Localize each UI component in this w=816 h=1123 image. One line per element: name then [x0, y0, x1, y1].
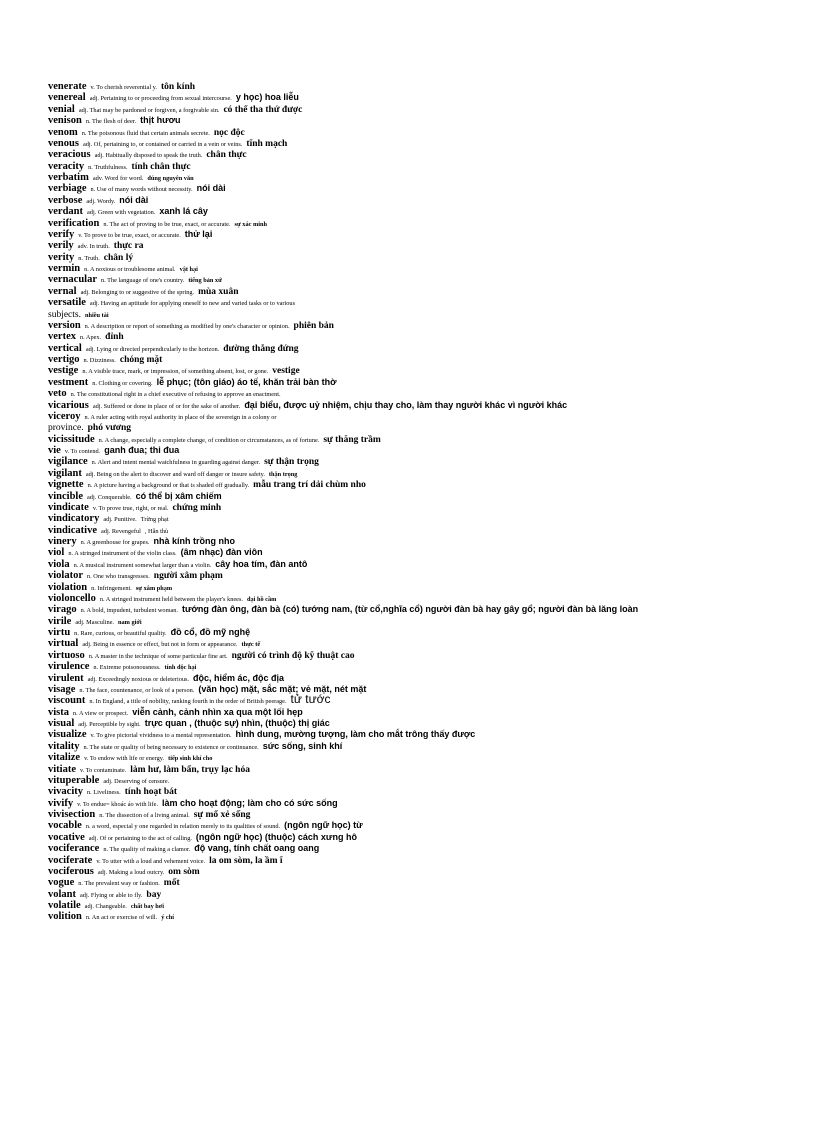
- vocab-entry: [48, 204, 768, 218]
- vocab-entry: [48, 318, 768, 329]
- entry-definition: adj. Conquerable.: [87, 493, 132, 501]
- vocab-entry: [48, 136, 768, 147]
- entry-translation: người có trình độ kỹ thuật cao: [231, 650, 355, 661]
- entry-word: vertigo: [48, 354, 80, 365]
- entry-word: veracity: [48, 160, 85, 172]
- vocab-entry: [48, 181, 768, 195]
- entry-translation: đại biểu, được uỷ nhiệm, chịu thay cho, làm thay người khác vì người khác: [244, 399, 568, 410]
- entry-definition: n. In England, a title of nobility, ranking fourth in the order of British peerage.: [89, 698, 287, 706]
- entry-definition: n. A description or report of something as modified by one's character or opinion.: [84, 322, 290, 330]
- entry-word: veracious: [48, 149, 91, 161]
- vocab-entry: [48, 500, 768, 511]
- entry-translation: có thể tha thứ được: [223, 104, 303, 115]
- entry-translation: người xâm phạm: [153, 571, 223, 582]
- vocab-entry: [48, 568, 768, 582]
- entry-translation: (âm nhạc) đàn viôn: [180, 547, 263, 558]
- entry-word: virtual: [48, 638, 79, 650]
- vocab-entry: [48, 648, 768, 659]
- entry-translation: vestige: [272, 366, 300, 377]
- entry-translation: mốt: [163, 878, 180, 889]
- entry-word: virtuoso: [48, 649, 85, 661]
- entry-translation: mùa xuân: [198, 286, 239, 297]
- vocab-entry: [48, 614, 768, 625]
- entry-translation: sự thăng trầm: [323, 434, 381, 445]
- vocab-entry: [48, 79, 768, 90]
- entry-definition: v. To prove true, right, or real.: [92, 504, 169, 512]
- entry-word: vignette: [48, 479, 84, 491]
- entry-word: vocative: [48, 831, 85, 843]
- entry-definition: n. The dissection of a living animal.: [99, 812, 190, 819]
- vocab-entry: [48, 739, 768, 750]
- vocab-entry: [48, 864, 768, 875]
- entry-definition: n. The face, countenance, or look of a person.: [79, 686, 195, 694]
- entry-translation: nhà kính trồng nho: [153, 536, 235, 546]
- vocab-entry: [48, 853, 768, 864]
- entry-definition: adj. Perceptible by sight.: [78, 721, 141, 728]
- entry-translation: chất bay hơi: [130, 903, 165, 910]
- vocab-entry: [48, 261, 768, 272]
- entry-definition: n. Clothing or covering.: [92, 379, 153, 387]
- entry-definition: n. Extreme poisonousness.: [93, 664, 161, 672]
- entry-definition: n. The language of one's country.: [101, 277, 185, 285]
- vocab-entry: [48, 489, 768, 500]
- entry-word: version: [48, 319, 81, 331]
- entry-word: venous: [48, 137, 79, 149]
- entry-translation: đường thẳng đứng: [223, 343, 299, 354]
- vocab-entry: [48, 898, 768, 909]
- entry-definition: n. Use of many words without necessity.: [90, 186, 193, 194]
- vocab-entry: [48, 523, 768, 534]
- vocab-entry: [48, 386, 768, 400]
- entry-translation: làm cho hoạt động; làm cho có sức sống: [162, 797, 338, 808]
- entry-definition: adj. Suffered or done in place of or for the sake of another.: [92, 402, 241, 410]
- entry-translation: đỉnh: [105, 332, 124, 343]
- entry-word: virtu: [48, 627, 71, 638]
- entry-translation: vật hại: [179, 266, 198, 273]
- entry-definition: n. A visible trace, mark, or impression, of something absent, lost, or gone.: [82, 368, 269, 376]
- entry-definition: adj. Habitually disposed to speak the truth.: [94, 152, 203, 160]
- entry-definition: v. To endue= khoác áo with life.: [77, 800, 159, 808]
- vocab-entry: [48, 454, 768, 468]
- vocab-entry: [48, 692, 768, 707]
- entry-translation: chân lý: [103, 252, 134, 263]
- vocab-entry: [48, 125, 768, 136]
- entry-definition: n. One who transgresses.: [87, 573, 150, 581]
- vocab-entry: [48, 887, 768, 898]
- entry-definition: adj. Wordy.: [86, 197, 116, 205]
- vocab-entry: [48, 102, 768, 113]
- entry-translation: thực tế: [241, 641, 261, 649]
- entry-translation: tiếng bản xứ: [188, 277, 222, 285]
- entry-definition: n. A master in the technique of some particular fine art.: [88, 652, 228, 660]
- vocab-entry: [48, 307, 768, 318]
- entry-definition: adj. Deserving of censure.: [103, 777, 170, 785]
- entry-translation: sức sống, sinh khí: [262, 740, 343, 751]
- entry-translation: lễ phục; (tôn giáo) áo tế, khăn trải bàn thờ: [156, 376, 337, 387]
- entry-definition: n. The act of proving to be true, exact, or accurate.: [103, 220, 231, 228]
- vocab-entry: [48, 329, 768, 343]
- entry-translation: sự xác minh: [234, 220, 267, 228]
- vocab-entry: [48, 841, 768, 855]
- vocab-entry: [48, 557, 768, 568]
- vocab-entry: [48, 818, 768, 832]
- entry-word: violation: [48, 581, 88, 593]
- entry-translation: hình dung, mường tượng, làm cho mắt trông thấy được: [235, 729, 476, 740]
- entry-definition: n. a word, especial y one regarded in relation merely to its qualities of sound.: [85, 823, 281, 831]
- entry-word: virulent: [48, 672, 84, 684]
- entry-word: vigilant: [48, 467, 82, 479]
- entry-word: violator: [48, 570, 83, 582]
- entry-translation: thử lại: [184, 228, 213, 239]
- entry-word: vicarious: [48, 399, 89, 411]
- entry-translation: đại hồ cầm: [246, 595, 277, 603]
- entry-word: virile: [48, 615, 72, 627]
- entry-definition: n. Rare, curious, or beautiful quality.: [74, 630, 167, 637]
- vocab-entry: [48, 580, 768, 591]
- entry-word: vermin: [48, 263, 81, 274]
- entry-translation: , Hẫn thù: [144, 527, 169, 535]
- entry-definition: v. To utter with a loud and vehement voice.: [96, 857, 206, 865]
- entry-word: volition: [48, 911, 82, 923]
- entry-word: venereal: [48, 92, 86, 104]
- entry-word: visualize: [48, 729, 87, 741]
- entry-translation: đúng nguyên văn: [147, 175, 194, 182]
- vocab-entry: [48, 762, 768, 773]
- vocab-entry: [48, 534, 768, 545]
- entry-translation: phó vương: [87, 423, 132, 434]
- entry-translation: nam giới: [117, 618, 142, 626]
- entry-word: vocable: [48, 820, 82, 832]
- entry-word: viscount: [48, 695, 86, 707]
- entry-word: venerate: [48, 81, 87, 92]
- entry-word: vertical: [48, 342, 82, 354]
- entry-translation: phiên bản: [293, 320, 334, 331]
- entry-translation: (ngôn ngữ học) (thuộc) cách xưng hô: [195, 831, 357, 842]
- entry-translation: (ngôn ngữ học) từ: [284, 820, 363, 831]
- vocab-entry: [48, 625, 768, 636]
- entry-translation: tiếp sinh khí cho: [168, 755, 213, 763]
- entry-word: virago: [48, 604, 77, 616]
- entry-definition: v. To contaminate.: [80, 766, 127, 774]
- entry-definition: adj. Being on the alert to discover and ward off danger or insure safety.: [85, 470, 265, 478]
- entry-definition: adv. In truth.: [77, 243, 110, 251]
- vocab-entry: [48, 773, 768, 784]
- vocab-entry: [48, 113, 768, 127]
- entry-definition: n. A ruler acting with royal authority in place of the sovereign in a colony or: [84, 413, 277, 421]
- entry-definition: n. A bold, impudent, turbulent woman.: [80, 607, 178, 615]
- entry-word: verily: [48, 240, 74, 252]
- entry-definition: adj. Belonging to or suggestive of the spring.: [80, 288, 195, 296]
- entry-definition: n. The flesh of deer.: [85, 118, 137, 126]
- vocab-entry: [48, 796, 768, 807]
- entry-word: vitiate: [48, 763, 76, 775]
- entry-translation: viễn cảnh, cảnh nhìn xa qua một lối hẹp: [132, 706, 303, 717]
- entry-translation: sự thận trọng: [264, 457, 319, 468]
- entry-definition: v. To prove to be true, exact, or accurate.: [78, 231, 181, 239]
- entry-word: verbatim: [48, 172, 89, 183]
- entry-word: vociferate: [48, 854, 93, 866]
- vocab-entry: [48, 159, 768, 170]
- vocab-entry: [48, 341, 768, 352]
- vocab-entry: [48, 716, 768, 727]
- entry-definition: n. A picture having a background or that is shaded off gradually.: [87, 482, 250, 490]
- vocab-entry: [48, 443, 768, 454]
- entry-word: versatile: [48, 297, 86, 309]
- entry-translation: mẫu trang trí dải chùm nho: [253, 480, 366, 491]
- entry-definition: adj. Of or pertaining to the act of calling.: [88, 834, 192, 842]
- entry-word: vestment: [48, 376, 89, 388]
- entry-word: vincible: [48, 490, 84, 502]
- entry-definition: n. The constitutional right in a chief executive of refusing to approve an enactment.: [70, 391, 281, 399]
- vocab-entry: [48, 807, 768, 818]
- entry-definition: n. The poisonous fluid that certain animals secrete.: [81, 129, 210, 137]
- entry-word: vertex: [48, 331, 76, 343]
- entry-translation: độ vang, tính chất oang oang: [194, 843, 320, 854]
- entry-translation: chứng minh: [172, 502, 222, 513]
- entry-translation: tôn kính: [160, 82, 196, 92]
- entry-translation: ganh đua; thi đua: [104, 445, 180, 455]
- entry-translation: Trừng phạt: [140, 516, 169, 524]
- entry-translation: xanh lá cây: [159, 206, 208, 217]
- entry-word: verification: [48, 217, 100, 229]
- entry-translation: thịt hươu: [140, 115, 181, 126]
- entry-translation: trực quan , (thuộc sự) nhìn, (thuộc) thị giác: [144, 718, 330, 728]
- entry-word: violoncello: [48, 592, 96, 604]
- entry-word: verbiage: [48, 183, 87, 195]
- entry-translation: sự mổ xẻ sống: [193, 810, 251, 820]
- vocab-entry: [48, 659, 768, 673]
- vocab-entry: [48, 477, 768, 491]
- vocab-entry: [48, 398, 768, 409]
- entry-word: vernacular: [48, 274, 97, 286]
- entry-translation: cây hoa tím, đàn antô: [215, 558, 308, 569]
- entry-word: venial: [48, 103, 75, 115]
- entry-word: viol: [48, 547, 65, 559]
- entry-definition: n. An act or exercise of will.: [85, 914, 158, 922]
- entry-word: vigilance: [48, 456, 88, 468]
- entry-definition: adj. Pertaining to or proceeding from sexual intercourse.: [89, 95, 232, 103]
- entry-definition: n. Infringement.: [91, 584, 132, 592]
- entry-word: veto: [48, 388, 67, 400]
- vocab-entry: [48, 727, 768, 741]
- entry-word: vogue: [48, 877, 75, 889]
- vocab-entry: [48, 545, 768, 559]
- entry-definition: n. A view or prospect.: [73, 709, 129, 717]
- entry-translation: ý chí: [161, 914, 174, 922]
- entry-word: vituperable: [48, 774, 100, 786]
- entry-word: vindicate: [48, 501, 89, 513]
- entry-definition: adj. Flying or able to fly.: [80, 891, 143, 899]
- vocab-entry: [48, 295, 768, 309]
- entry-definition: adj. Green with vegetation.: [87, 209, 156, 217]
- entry-word: visual: [48, 718, 75, 729]
- entry-translation: thận trọng: [268, 470, 298, 478]
- entry-word: vitalize: [48, 752, 81, 764]
- entry-translation: tử tước: [290, 692, 331, 707]
- entry-definition: adj. Changeable.: [84, 903, 127, 910]
- entry-definition: n. Apex.: [79, 334, 102, 342]
- entry-word: verbose: [48, 194, 83, 206]
- vocab-entry: [48, 227, 768, 238]
- entry-definition: n. The state or quality of being necessary to existence or continuance.: [83, 743, 259, 751]
- entry-definition: n. A noxious or troublesome animal.: [84, 266, 176, 273]
- entry-translation: y học) hoa liễu: [235, 92, 299, 103]
- entry-translation: tướng đàn ông, đàn bà (có) tướng nam, (từ cổ,nghĩa cổ) người đàn bà hay gây gổ; người đàn bà lăng loàn: [182, 604, 639, 615]
- entry-translation: bay: [146, 889, 162, 900]
- entry-translation: thực ra: [113, 241, 144, 252]
- entry-word: visage: [48, 683, 76, 695]
- entry-word: vinery: [48, 536, 77, 547]
- entry-definition: adj. Exceedingly noxious or deleterious.: [87, 675, 190, 683]
- entry-word: volant: [48, 888, 77, 900]
- entry-word: virulence: [48, 661, 90, 673]
- entry-definition: n. The prevalent way or fashion.: [78, 880, 160, 888]
- entry-word: viceroy: [48, 410, 81, 422]
- entry-translation: tính độc hại: [164, 664, 197, 672]
- entry-definition: n. Alert and intent mental watchfulness in guarding against danger.: [91, 459, 261, 467]
- entry-definition: adj. Punitive.: [103, 516, 137, 524]
- entry-definition: adj. That may be pardoned or forgiven, a forgivable sin.: [78, 106, 220, 114]
- entry-word: vestige: [48, 365, 79, 377]
- entry-translation: chóng mặt: [119, 355, 163, 365]
- vocab-entry: [48, 875, 768, 889]
- vocab-entry: [48, 909, 768, 923]
- vocabulary-list: [48, 79, 768, 921]
- entry-translation: làm hư, làm bẩn, trụy lạc hóa: [130, 764, 250, 775]
- vocab-entry: [48, 170, 768, 181]
- vocab-entry: [48, 90, 768, 104]
- entry-translation: nói dài: [196, 183, 226, 194]
- entry-word: vivisection: [48, 809, 96, 820]
- vocab-entry: [48, 682, 768, 693]
- vocab-entry: [48, 466, 768, 477]
- vocab-entry: [48, 830, 768, 841]
- vocab-entry: [48, 705, 768, 716]
- entry-word: vernal: [48, 285, 77, 297]
- entry-definition: n. Dizziness.: [83, 357, 116, 364]
- entry-definition: n. A musical instrument somewhat larger than a violin.: [73, 561, 212, 569]
- entry-definition: adj. Having an aptitude for applying oneself to new and varied tasks or to various: [89, 300, 296, 308]
- entry-translation: nọc độc: [213, 127, 245, 138]
- entry-translation: (văn học) mặt, sắc mặt; vẻ mặt, nét mặt: [198, 683, 367, 694]
- entry-translation: tính hoạt bát: [124, 787, 178, 798]
- entry-word: verdant: [48, 206, 83, 218]
- vocab-entry: [48, 216, 768, 227]
- entry-word: vicissitude: [48, 433, 95, 445]
- entry-definition: n. Truth.: [78, 254, 100, 262]
- entry-definition: province.: [48, 423, 84, 434]
- entry-definition: v. To cherish reverential y.: [90, 84, 157, 91]
- entry-definition: v. To give pictorial vividness to a mental representation.: [90, 732, 232, 740]
- entry-definition: n. A stringed instrument held between the player's knees.: [99, 595, 243, 603]
- entry-definition: adv. Word for word.: [92, 175, 144, 182]
- entry-definition: n. A stringed instrument of the violin class.: [68, 550, 177, 558]
- entry-word: verity: [48, 251, 75, 263]
- entry-definition: n. Liveliness.: [87, 789, 121, 797]
- entry-definition: adj. Revengeful: [101, 527, 141, 535]
- entry-word: vivacity: [48, 786, 83, 798]
- entry-word: vivify: [48, 797, 74, 809]
- entry-word: vociferance: [48, 843, 100, 855]
- entry-definition: adj. Being in essence or effect, but not in form or appearance.: [82, 641, 238, 649]
- vocab-entry: [48, 284, 768, 295]
- entry-translation: chân thực: [206, 150, 247, 161]
- vocab-entry: [48, 420, 768, 434]
- entry-word: venison: [48, 115, 82, 127]
- vocab-entry: [48, 602, 768, 616]
- vocab-entry: [48, 784, 768, 798]
- vocab-entry: [48, 432, 768, 443]
- entry-definition: n. A change, especially a complete change, of condition or circumstances, as of fortune.: [98, 436, 320, 444]
- entry-definition: adj. Of, pertaining to, or contained or carried in a vein or veins.: [82, 140, 243, 148]
- entry-word: verify: [48, 228, 75, 240]
- entry-definition: n. A greenhouse for grapes.: [80, 539, 150, 546]
- entry-word: vie: [48, 445, 61, 456]
- vocab-entry: [48, 671, 768, 682]
- vocab-entry: [48, 409, 768, 420]
- entry-definition: adj. Masculine.: [75, 618, 114, 626]
- entry-word: vociferous: [48, 865, 94, 877]
- vocab-entry: [48, 375, 768, 386]
- entry-translation: sự xâm phạm: [135, 584, 173, 592]
- entry-translation: nói dài: [119, 194, 149, 205]
- entry-word: viola: [48, 558, 70, 570]
- entry-translation: om sòm: [168, 866, 200, 877]
- vocab-entry: [48, 750, 768, 764]
- entry-word: vitality: [48, 740, 80, 752]
- entry-translation: có thể bị xâm chiếm: [135, 490, 222, 501]
- vocab-entry: [48, 272, 768, 286]
- entry-translation: nhiều tài: [84, 311, 109, 319]
- vocab-entry: [48, 250, 768, 261]
- vocab-entry: [48, 511, 768, 525]
- entry-definition: v. To contend.: [64, 448, 101, 455]
- entry-definition: n. The quality of making a clamor.: [103, 846, 191, 854]
- entry-definition: subjects.: [48, 309, 81, 320]
- entry-translation: tính chân thực: [131, 161, 191, 172]
- entry-definition: adj. Making a loud outcry.: [97, 868, 165, 876]
- entry-translation: tĩnh mạch: [246, 138, 288, 149]
- entry-word: vindicatory: [48, 513, 100, 525]
- vocab-entry: [48, 147, 768, 161]
- entry-definition: adj. Lying or directed perpendicularly to the horizon.: [85, 345, 220, 353]
- entry-translation: độc, hiểm ác, độc địa: [193, 672, 285, 683]
- entry-word: vindicative: [48, 524, 97, 536]
- vocab-entry: [48, 352, 768, 363]
- entry-word: volatile: [48, 900, 81, 911]
- entry-word: vista: [48, 706, 69, 718]
- entry-definition: v. To endow with life or energy.: [84, 755, 165, 763]
- vocab-entry: [48, 238, 768, 252]
- entry-translation: đồ cổ, đồ mỹ nghệ: [170, 627, 251, 637]
- vocab-entry: [48, 636, 768, 650]
- entry-definition: n. Truthfulness.: [88, 163, 128, 171]
- entry-word: venom: [48, 126, 78, 138]
- vocab-entry: [48, 591, 768, 602]
- entry-translation: la om sòm, la ầm ĩ: [209, 855, 283, 866]
